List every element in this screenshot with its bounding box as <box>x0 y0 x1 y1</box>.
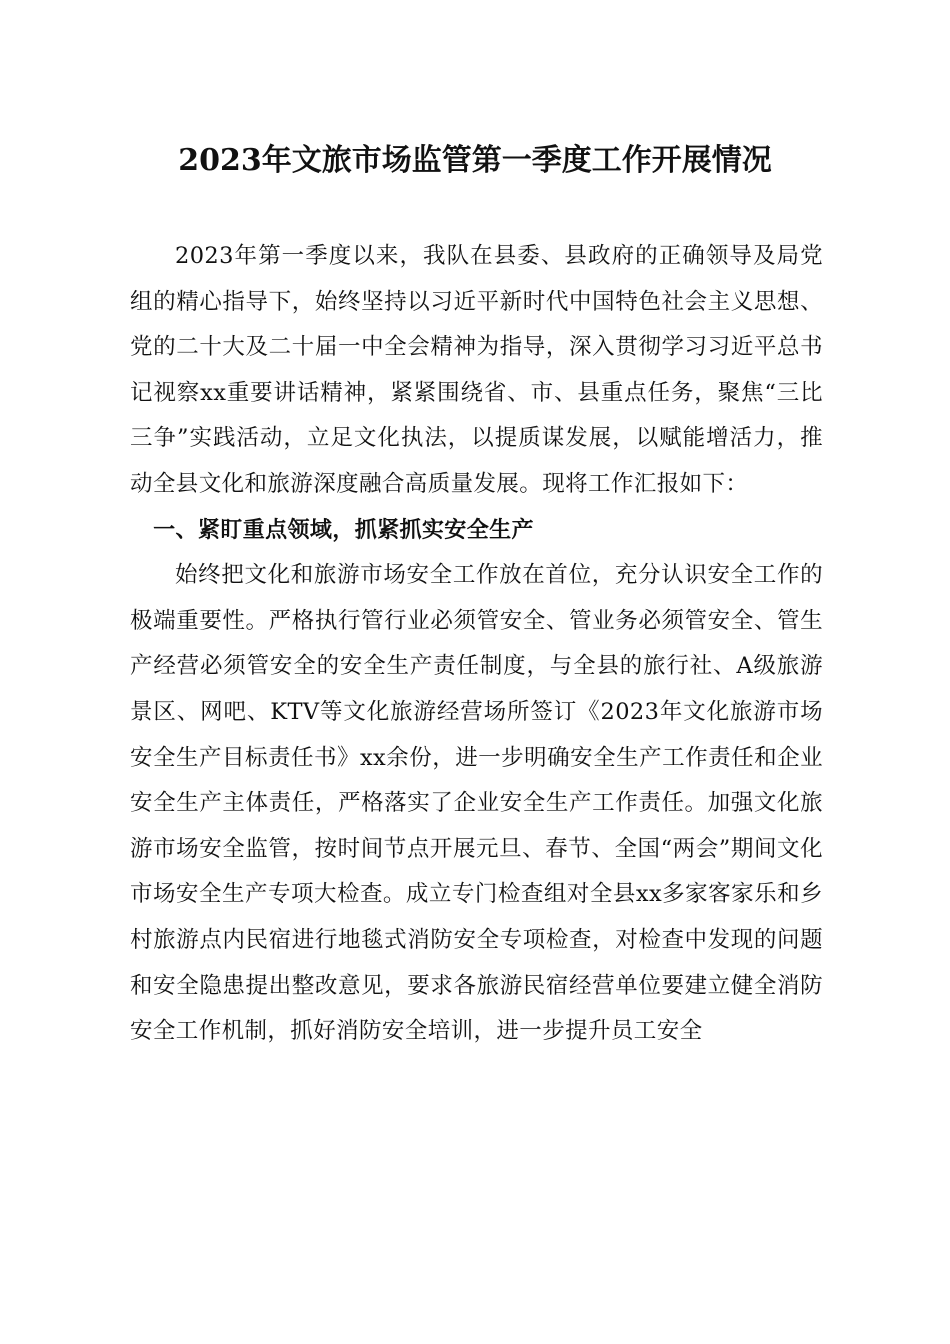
section-1-paragraph: 始终把文化和旅游市场安全工作放在首位，充分认识安全工作的极端重要性。严格执行管行业必须管安全、管业务必须管安全、管生产经营必须管安全的安全生产责任制度，与全县的旅行社、A级旅游景区、网吧、KTV等文化旅游经营场所签订《2023年文化旅游市场安全生产目标责任书》xx余份，进一步明确安全生产工作责任和企业安全生产主体责任，严格落实了企业安全生产工作责任。加强文化旅游市场安全监管，按时间节点开展元旦、春节、全国“两会”期间文化市场安全生产专项大检查。成立专门检查组对全县xx多家客家乐和乡村旅游点内民宿进行地毯式消防安全专项检查，对检查中发现的问题和安全隐患提出整改意见，要求各旅游民宿经营单位要建立健全消防安全工作机制，抓好消防安全培训，进一步提升员工安全 <box>130 562 823 1045</box>
section-heading-1: 一、紧盯重点领域，抓紧抓实安全生产 <box>153 517 534 543</box>
document-title: 2023年文旅市场监管第一季度工作开展情况 <box>178 143 772 178</box>
document-body <box>130 234 823 1055</box>
intro-paragraph: 2023年第一季度以来，我队在县委、县政府的正确领导及局党组的精心指导下，始终坚持以习近平新时代中国特色社会主义思想、党的二十大及二十届一中全会精神为指导，深入贯彻学习习近平总书记视察xx重要讲话精神，紧紧围绕省、市、县重点任务，聚焦“三比三争”实践活动，立足文化执法，以提质谋发展，以赋能增活力，推动全县文化和旅游深度融合高质量发展。现将工作汇报如下： <box>130 243 823 497</box>
